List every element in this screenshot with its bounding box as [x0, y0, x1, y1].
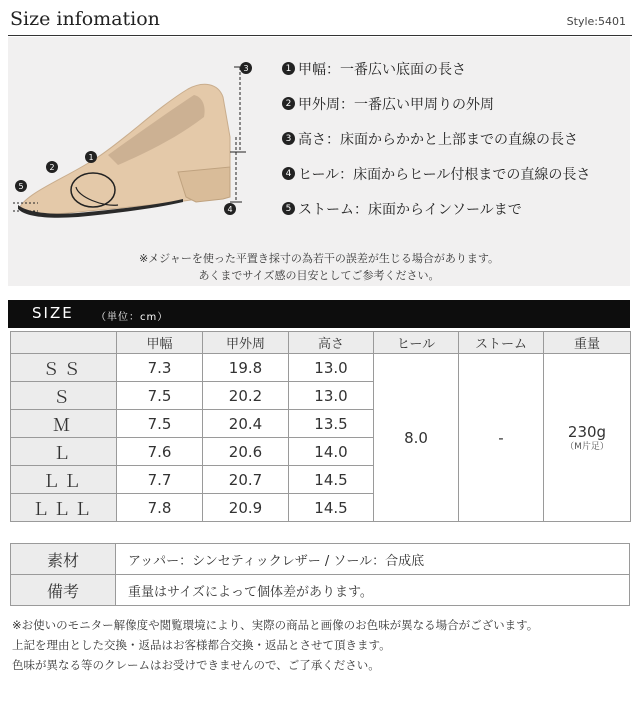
girth-cell: 20.7 [203, 466, 289, 494]
width-cell: 7.5 [117, 410, 203, 438]
legend-text: 高さ：床面からかかと上部までの直線の長さ [298, 132, 578, 148]
height-cell: 13.0 [289, 382, 374, 410]
width-cell: 7.3 [117, 354, 203, 382]
size-cell: ＬＬ [11, 466, 117, 494]
size-table [10, 331, 631, 522]
size-cell: Ｓ [11, 382, 117, 410]
svg-text:4: 4 [227, 205, 233, 214]
disclaimer-line: 色味が異なる等のクレームはお受けできませんので、ご了承ください。 [12, 658, 380, 672]
girth-cell: 19.8 [203, 354, 289, 382]
measurement-note-line2: あくまでサイズ感の目安としてご参考ください。 [198, 269, 440, 282]
width-cell: 7.8 [117, 494, 203, 522]
shoe-illustration [8, 37, 278, 237]
weight-value: 230g [567, 423, 607, 441]
height-cell: 13.0 [289, 354, 374, 382]
legend-item-storm [282, 199, 590, 234]
girth-cell: 20.4 [203, 410, 289, 438]
legend-item-width [282, 59, 590, 94]
number-badge: 3 [282, 132, 295, 145]
legend-text: ストーム：床面からインソールまで [298, 202, 522, 218]
page-title: Size infomation [10, 8, 160, 30]
width-cell: 7.7 [117, 466, 203, 494]
legend-text: 甲幅：一番広い底面の長さ [298, 62, 466, 78]
product-info-table [10, 543, 630, 606]
column-header-width: 甲幅 [117, 332, 203, 354]
divider [8, 35, 632, 36]
column-header-storm: ストーム [459, 332, 544, 354]
material-label: 素材 [11, 544, 116, 575]
disclaimer-line: 上記を理由とした交換・返品はお客様都合交換・返品とさせて頂きます。 [12, 638, 391, 652]
remarks-label: 備考 [11, 575, 116, 606]
number-badge: 5 [282, 202, 295, 215]
size-cell: Ｍ [11, 410, 117, 438]
size-cell: ＳＳ [11, 354, 117, 382]
measurement-diagram [8, 37, 630, 286]
table-header-row [11, 332, 631, 354]
table-row [11, 354, 631, 382]
remarks-value: 重量はサイズによって個体差があります。 [116, 575, 630, 606]
height-cell: 14.5 [289, 494, 374, 522]
column-header-blank [11, 332, 117, 354]
svg-text:3: 3 [243, 64, 249, 73]
svg-text:5: 5 [18, 182, 24, 191]
width-cell: 7.6 [117, 438, 203, 466]
girth-cell: 20.9 [203, 494, 289, 522]
column-header-heel: ヒール [374, 332, 459, 354]
girth-cell: 20.6 [203, 438, 289, 466]
number-badge: 4 [282, 167, 295, 180]
column-header-height: 高さ [289, 332, 374, 354]
width-cell: 7.5 [117, 382, 203, 410]
style-code: Style:5401 [566, 15, 626, 28]
number-badge: 1 [282, 62, 295, 75]
height-cell: 13.5 [289, 410, 374, 438]
size-cell: Ｌ [11, 438, 117, 466]
measurement-note-line1: ※メジャーを使った平置き採寸の為若干の誤差が生じる場合があります。 [138, 252, 500, 265]
legend-text: 甲外周：一番広い甲周りの外周 [298, 97, 494, 113]
legend-item-girth [282, 94, 590, 129]
measurement-legend [282, 59, 590, 234]
girth-cell: 20.2 [203, 382, 289, 410]
number-badge: 2 [282, 97, 295, 110]
svg-text:2: 2 [49, 163, 55, 172]
size-label: SIZE [32, 304, 74, 322]
size-section-header [8, 300, 630, 328]
column-header-girth: 甲外周 [203, 332, 289, 354]
storm-cell: - [459, 354, 544, 522]
measurement-note [8, 250, 630, 284]
legend-item-height [282, 129, 590, 164]
svg-text:1: 1 [88, 153, 94, 162]
material-row [11, 544, 630, 575]
heel-cell: 8.0 [374, 354, 459, 522]
column-header-weight: 重量 [544, 332, 631, 354]
size-cell: ＬＬＬ [11, 494, 117, 522]
size-unit: （単位：cm） [96, 312, 169, 323]
disclaimer-line: ※お使いのモニター解像度や閲覧環境により、実際の商品と画像のお色味が異なる場合がございます。 [12, 618, 539, 632]
weight-cell [544, 354, 631, 522]
weight-note: （M片足） [565, 442, 609, 452]
disclaimer-notes [12, 615, 538, 675]
legend-text: ヒール：床面からヒール付根までの直線の長さ [298, 167, 591, 183]
material-value: アッパー：シンセティックレザー / ソール：合成底 [116, 544, 630, 575]
legend-item-heel [282, 164, 590, 199]
height-cell: 14.5 [289, 466, 374, 494]
height-cell: 14.0 [289, 438, 374, 466]
remarks-row [11, 575, 630, 606]
shoe-heel [178, 167, 230, 202]
